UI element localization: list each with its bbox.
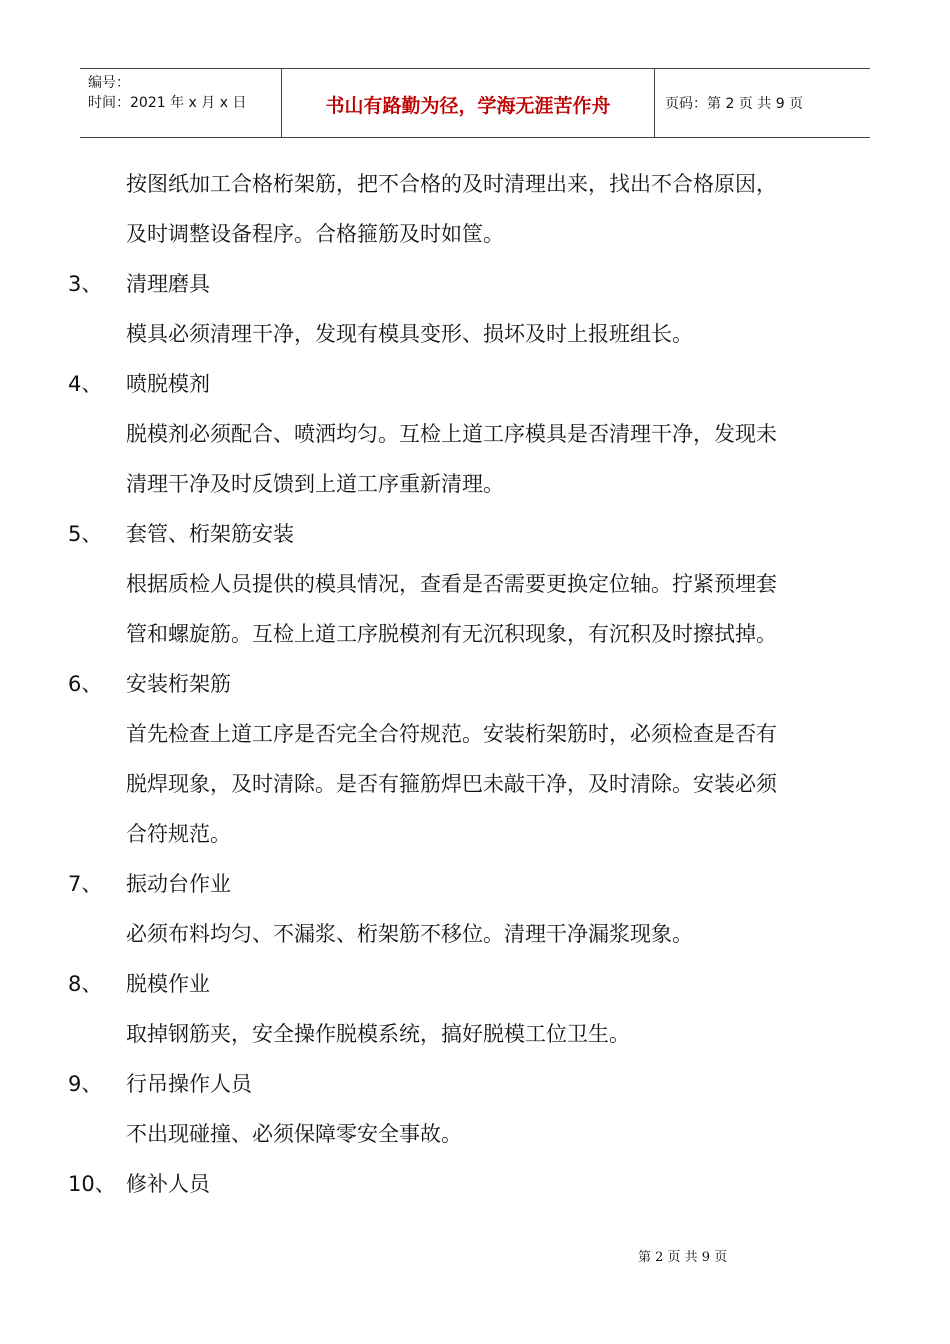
body-paragraph: 模具必须清理干净，发现有模具变形、损坏及时上报班组长。	[126, 322, 693, 346]
header-motto: 书山有路勤为径，学海无涯苦作舟	[325, 95, 611, 117]
section-number: 3、	[68, 272, 103, 296]
body-paragraph: 脱焊现象，及时清除。是否有箍筋焊巴未敲干净，及时清除。安装必须	[126, 772, 777, 796]
section-number: 4、	[68, 372, 103, 396]
document-number-label: 编号：	[88, 75, 130, 91]
section-number: 7、	[68, 872, 103, 896]
section-title: 喷脱模剂	[126, 372, 210, 396]
section-title: 套管、桁架筋安装	[126, 522, 294, 546]
section-number: 9、	[68, 1072, 103, 1096]
body-paragraph: 按图纸加工合格桁架筋，把不合格的及时清理出来，找出不合格原因，	[126, 172, 777, 196]
page-header	[80, 68, 870, 138]
body-paragraph: 脱模剂必须配合、喷洒均匀。互检上道工序模具是否清理干净，发现未	[126, 422, 777, 446]
section-title: 修补人员	[126, 1172, 210, 1196]
body-paragraph: 取掉钢筋夹，安全操作脱模系统，搞好脱模工位卫生。	[126, 1022, 630, 1046]
section-title: 安装桁架筋	[126, 672, 231, 696]
header-page-label: 页码：第 2 页 共 9 页	[665, 96, 804, 112]
document-date-label: 时间：2021 年 x 月 x 日	[88, 95, 247, 111]
body-paragraph: 管和螺旋筋。互检上道工序脱模剂有无沉积现象，有沉积及时擦拭掉。	[126, 622, 777, 646]
section-title: 清理磨具	[126, 272, 210, 296]
section-number: 5、	[68, 522, 103, 546]
body-paragraph: 首先检查上道工序是否完全合符规范。安装桁架筋时，必须检查是否有	[126, 722, 777, 746]
body-paragraph: 根据质检人员提供的模具情况，查看是否需要更换定位轴。拧紧预埋套	[126, 572, 777, 596]
header-left-cell	[80, 69, 282, 137]
header-middle-cell	[282, 69, 655, 137]
body-paragraph: 合符规范。	[126, 822, 231, 846]
body-paragraph: 及时调整设备程序。合格箍筋及时如筐。	[126, 222, 504, 246]
section-title: 行吊操作人员	[126, 1072, 252, 1096]
header-right-cell	[655, 69, 870, 137]
section-number: 6、	[68, 672, 103, 696]
section-number: 8、	[68, 972, 103, 996]
body-paragraph: 不出现碰撞、必须保障零安全事故。	[126, 1122, 462, 1146]
footer-page-number: 第 2 页 共 9 页	[638, 1250, 728, 1265]
section-number: 10、	[68, 1172, 116, 1196]
body-paragraph: 清理干净及时反馈到上道工序重新清理。	[126, 472, 504, 496]
section-title: 脱模作业	[126, 972, 210, 996]
body-paragraph: 必须布料均匀、不漏浆、桁架筋不移位。清理干净漏浆现象。	[126, 922, 693, 946]
section-title: 振动台作业	[126, 872, 231, 896]
